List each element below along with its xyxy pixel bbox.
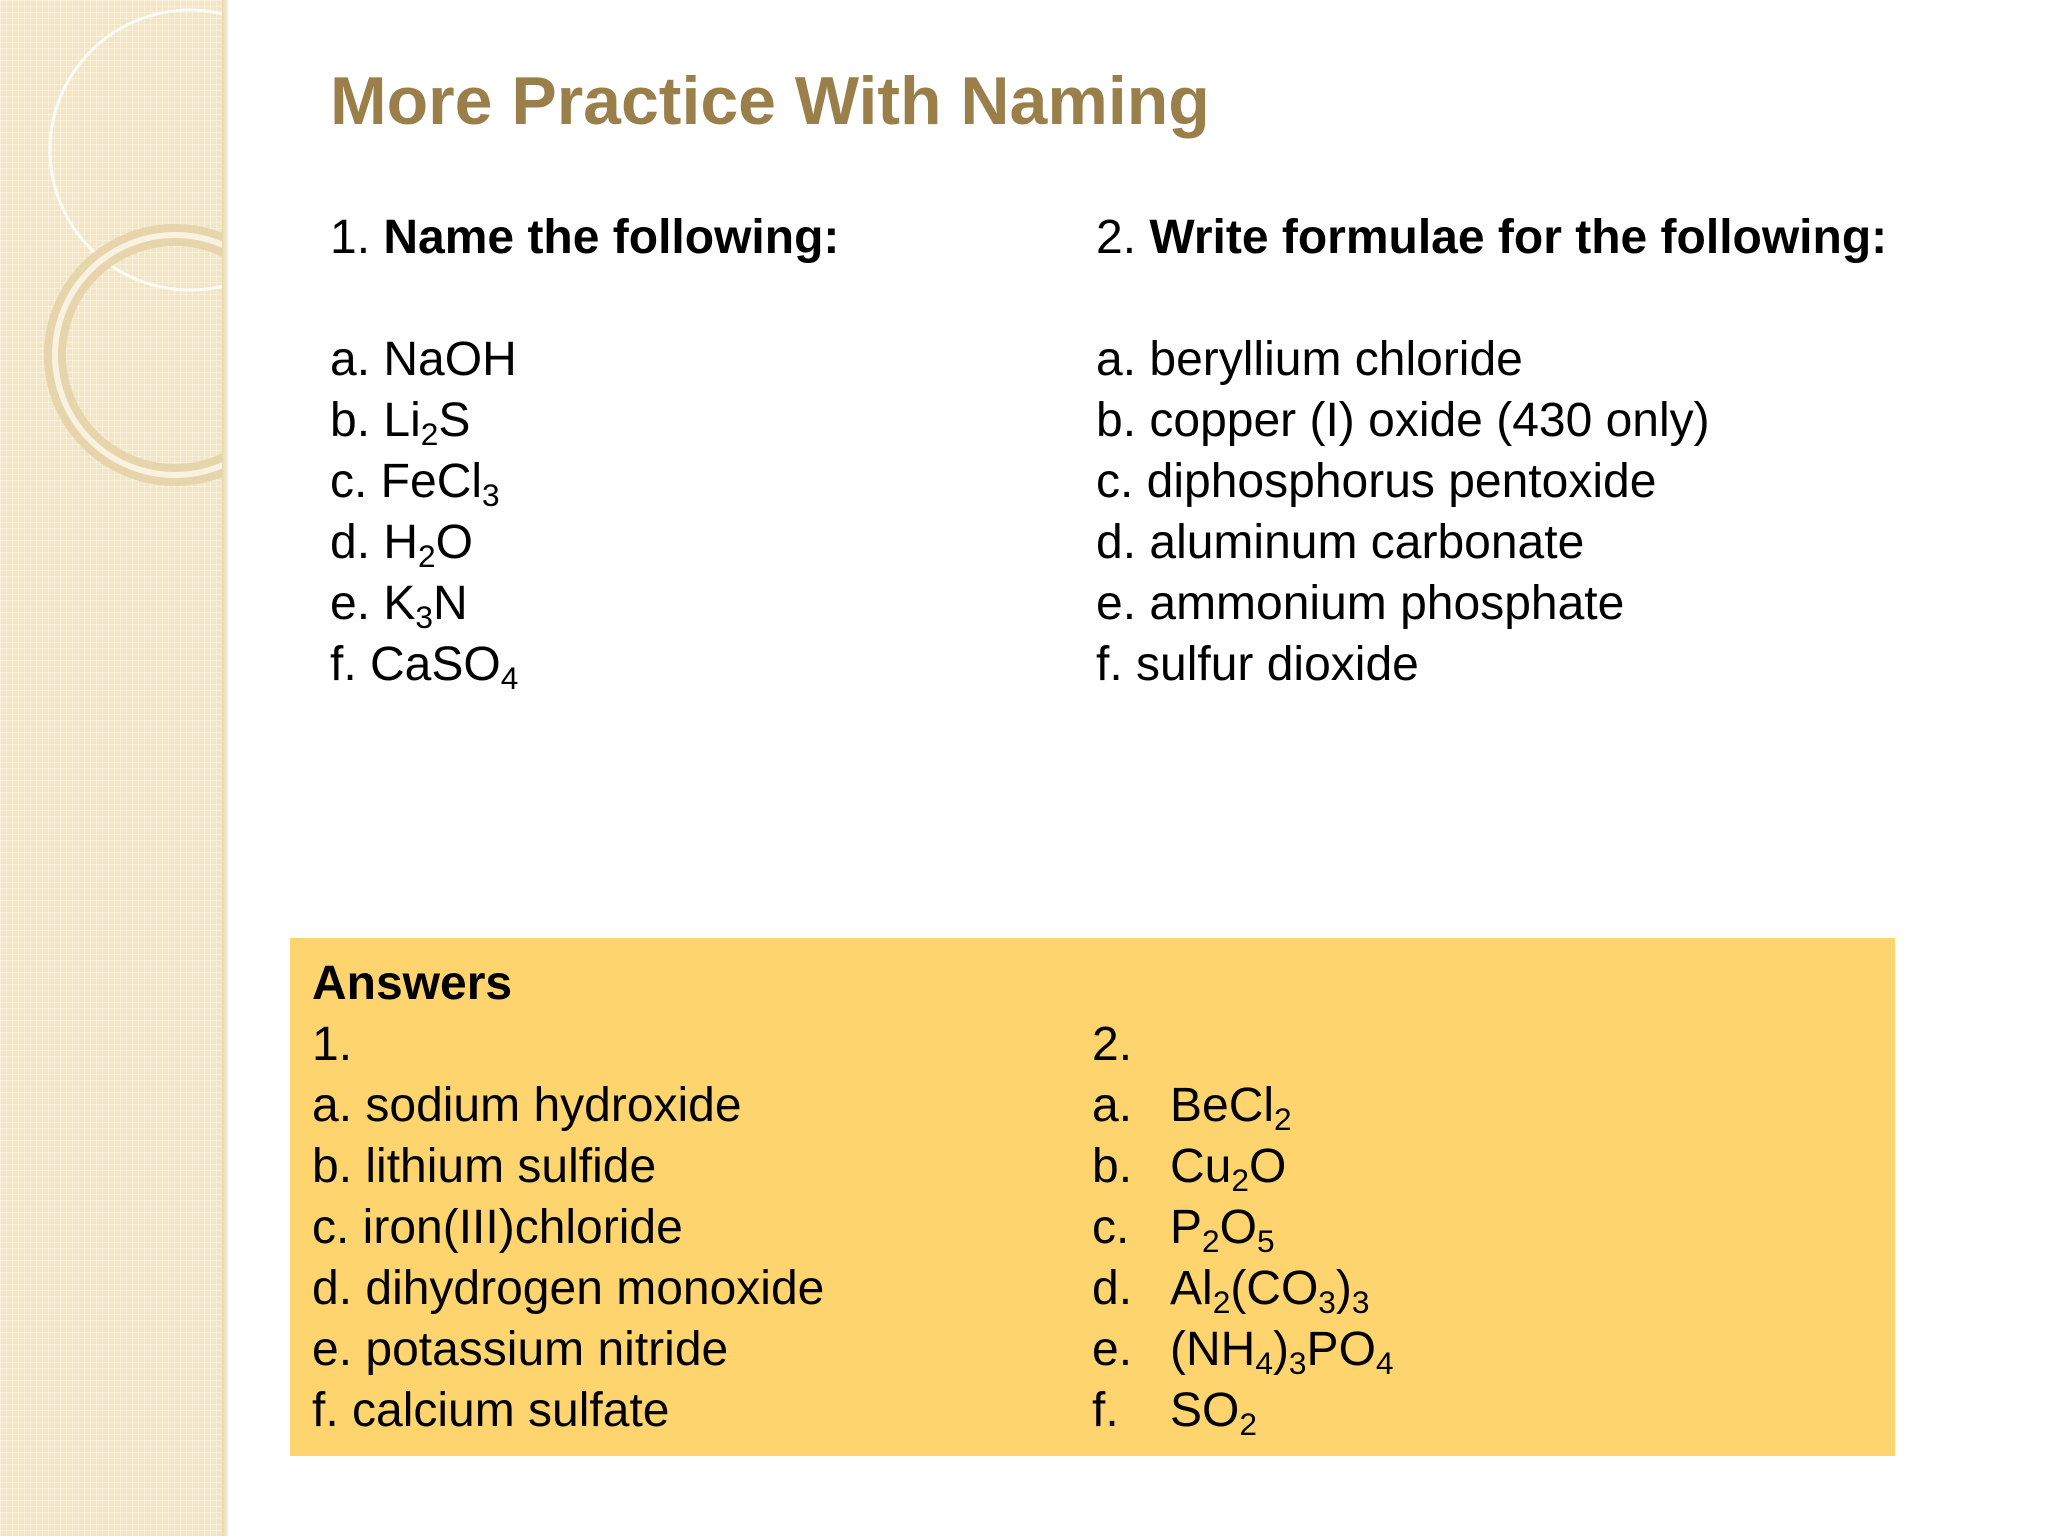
list-item [1096, 634, 1916, 695]
subscript: 3 [482, 476, 500, 513]
question-1-number: 1. [330, 211, 371, 264]
subscript: 2 [420, 415, 439, 452]
answers-title: Answers [312, 957, 513, 1010]
answer-item [1092, 1380, 1792, 1441]
item-text: beryllium chloride [1149, 333, 1523, 386]
item-text: diphosphorus pentoxide [1146, 455, 1657, 508]
subscript: 5 [1256, 1222, 1275, 1259]
answer-letter: e. [312, 1323, 366, 1376]
spacer [1092, 953, 1792, 1014]
item-letter: d. [1096, 516, 1150, 569]
answer-letter: e. [1092, 1323, 1133, 1376]
formula-part: O [1219, 1201, 1257, 1254]
formula-part: BeCl [1170, 1079, 1275, 1132]
formula-part: Li [383, 394, 421, 447]
answers-part-1-number: 1. [312, 1018, 353, 1071]
list-item [330, 451, 1030, 512]
formula-part: ) [1272, 1323, 1289, 1376]
item-text: copper (I) oxide (430 only) [1149, 394, 1710, 447]
answer-formula [1170, 1075, 1292, 1136]
answer-letter: c. [1092, 1201, 1130, 1254]
subscript: 2 [418, 537, 436, 574]
answer-letter: c. [312, 1201, 363, 1254]
answers-part-2-list [1092, 1075, 1792, 1441]
answer-item [312, 1075, 1012, 1136]
formula-part: Al [1170, 1262, 1213, 1315]
answer-item [1092, 1075, 1792, 1136]
formula-part: S [438, 394, 471, 447]
decorative-rings [0, 0, 228, 1536]
answer-letter: f. [1092, 1384, 1119, 1437]
list-item [1096, 329, 1916, 390]
formula-part: Cu [1170, 1140, 1232, 1193]
answer-text: lithium sulfide [365, 1140, 657, 1193]
answers-part-1-list [312, 1075, 1012, 1441]
ring-thick [55, 235, 228, 475]
answer-item [1092, 1258, 1792, 1319]
answer-item [312, 1136, 1012, 1197]
formula-part: (NH [1170, 1323, 1256, 1376]
spacer [1096, 268, 1916, 329]
item-formula [380, 455, 500, 513]
answer-text: potassium nitride [365, 1323, 729, 1376]
formula-part: NaOH [383, 333, 517, 386]
question-2-list [1096, 329, 1916, 695]
subscript: 2 [1239, 1405, 1257, 1442]
answer-letter: d. [312, 1262, 366, 1315]
answer-letter: a. [312, 1079, 366, 1132]
item-formula [383, 516, 474, 574]
item-text: sulfur dioxide [1136, 638, 1419, 691]
item-letter: e. [330, 577, 384, 630]
answer-text: calcium sulfate [352, 1384, 670, 1437]
answer-text: sodium hydroxide [365, 1079, 742, 1132]
item-letter: f. [330, 638, 371, 691]
answer-formula [1170, 1319, 1394, 1380]
item-text: aluminum carbonate [1149, 516, 1585, 569]
item-letter: c. [1096, 455, 1147, 508]
answer-letter: d. [1092, 1262, 1133, 1315]
subscript: 3 [1351, 1283, 1370, 1320]
item-formula [383, 577, 468, 635]
item-letter: e. [1096, 577, 1150, 630]
answer-text: dihydrogen monoxide [365, 1262, 825, 1315]
answer-item [312, 1197, 1012, 1258]
question-2 [1096, 207, 1916, 695]
formula-part: (CO [1230, 1262, 1319, 1315]
answer-formula [1170, 1197, 1275, 1258]
answer-formula [1170, 1258, 1370, 1319]
item-letter: f. [1096, 638, 1137, 691]
subscript: 2 [1212, 1283, 1231, 1320]
question-2-heading [1096, 207, 1916, 268]
subscript: 4 [1375, 1344, 1394, 1381]
formula-part: P [1170, 1201, 1203, 1254]
answer-item [1092, 1319, 1792, 1380]
formula-part: K [383, 577, 416, 630]
subscript: 4 [1255, 1344, 1273, 1381]
subscript: 2 [1202, 1222, 1220, 1259]
question-1-list [330, 329, 1030, 695]
question-2-number: 2. [1096, 211, 1137, 264]
decorative-side-band [0, 0, 228, 1536]
formula-part: ) [1335, 1262, 1352, 1315]
side-band-edge [222, 0, 228, 1536]
answer-letter: a. [1092, 1079, 1133, 1132]
list-item [1096, 573, 1916, 634]
formula-part: FeCl [380, 455, 483, 508]
list-item [1096, 512, 1916, 573]
subscript: 4 [500, 659, 519, 696]
list-item [330, 634, 1030, 695]
spacer [330, 268, 1030, 329]
answer-item [312, 1319, 1012, 1380]
list-item [330, 512, 1030, 573]
answer-formula [1170, 1380, 1257, 1441]
item-letter: a. [1096, 333, 1150, 386]
formula-part: CaSO [370, 638, 501, 691]
list-item [1096, 451, 1916, 512]
answer-formula [1170, 1136, 1286, 1197]
formula-part: H [383, 516, 419, 569]
formula-part: SO [1170, 1384, 1240, 1437]
formula-part: O [1248, 1140, 1287, 1193]
item-formula [383, 394, 471, 452]
slide-title: More Practice With Naming [330, 63, 1210, 139]
answer-item [1092, 1136, 1792, 1197]
formula-part: N [433, 577, 468, 630]
answer-item [1092, 1197, 1792, 1258]
answer-text: iron(III)chloride [362, 1201, 683, 1254]
item-letter: d. [330, 516, 384, 569]
item-text: ammonium phosphate [1149, 577, 1625, 630]
item-letter: a. [330, 333, 384, 386]
list-item [330, 329, 1030, 390]
item-formula [370, 638, 519, 696]
answer-item [312, 1380, 1012, 1441]
subscript: 3 [1318, 1283, 1336, 1320]
question-1-heading-text: Name the following: [383, 211, 840, 264]
question-1-heading [330, 207, 1030, 268]
item-letter: b. [1096, 394, 1150, 447]
item-formula [383, 333, 516, 386]
question-1 [330, 207, 1030, 695]
answer-letter: b. [312, 1140, 366, 1193]
item-letter: c. [330, 455, 381, 508]
subscript: 2 [1274, 1100, 1292, 1137]
subscript: 3 [415, 598, 434, 635]
answer-item [312, 1258, 1012, 1319]
answers-box [290, 938, 1895, 1456]
answer-letter: b. [1092, 1140, 1133, 1193]
answers-part-2 [1092, 953, 1792, 1441]
subscript: 3 [1288, 1344, 1307, 1381]
list-item [1096, 390, 1916, 451]
formula-part: O [435, 516, 474, 569]
list-item [330, 390, 1030, 451]
answer-letter: f. [312, 1384, 353, 1437]
item-letter: b. [330, 394, 384, 447]
answers-part-1 [312, 953, 1012, 1441]
answers-part-2-number: 2. [1092, 1018, 1133, 1071]
formula-part: PO [1306, 1323, 1376, 1376]
subscript: 2 [1231, 1161, 1249, 1198]
list-item [330, 573, 1030, 634]
question-2-heading-text: Write formulae for the following: [1149, 211, 1888, 264]
